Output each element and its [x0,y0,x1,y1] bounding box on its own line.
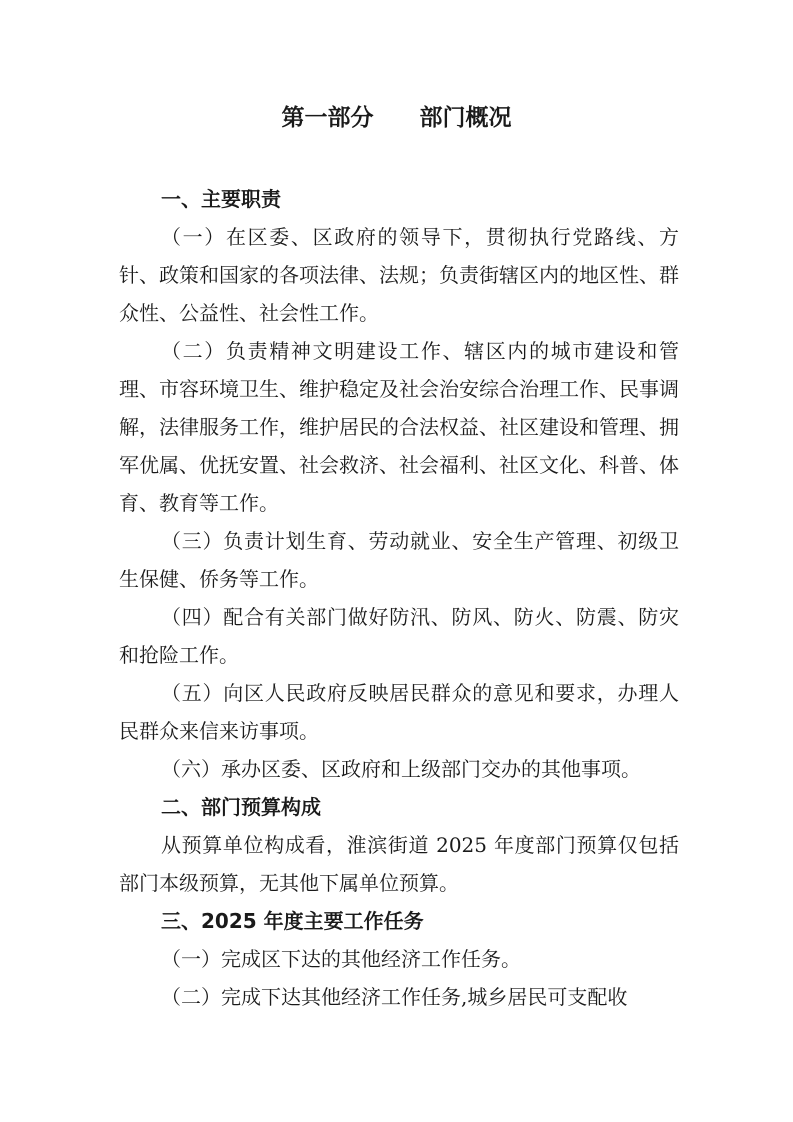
section-heading: 三、2025 年度主要工作任务 [161,909,424,933]
section-heading: 二、部门预算构成 [161,795,321,819]
paragraph: （一）完成区下达的其他经济工作任务。 [161,947,521,971]
section-main-duties [119,180,679,788]
paragraph: 从预算单位构成看，淮滨街道 2025 年度部门预算仅包括部门本级预算，无其他下属单位预算。 [119,833,679,895]
paragraph: （一）在区委、区政府的领导下，贯彻执行党路线、方针、政策和国家的各项法律、法规；负责街辖区内的地区性、群众性、公益性、社会性工作。 [119,225,679,325]
section-heading: 一、主要职责 [161,187,281,211]
section-work-tasks [119,902,679,1016]
paragraph: （二）负责精神文明建设工作、辖区内的城市建设和管理、市容环境卫生、维护稳定及社会治安综合治理工作、民事调解，法律服务工作，维护居民的合法权益、社区建设和管理、拥军优属、优抚安置、社会救济、社会福利、社区文化、科普、体育、教育等工作。 [119,339,679,515]
paragraph: （五）向区人民政府反映居民群众的意见和要求，办理人民群众来信来访事项。 [119,681,679,743]
paragraph: （六）承办区委、区政府和上级部门交办的其他事项。 [161,757,641,781]
page-title: 第一部分 部门概况 [281,105,512,131]
section-budget-structure [119,788,679,902]
document-body [119,180,679,1016]
paragraph: （三）负责计划生育、劳动就业、安全生产管理、初级卫生保健、侨务等工作。 [119,529,679,591]
paragraph: （四）配合有关部门做好防汛、防风、防火、防震、防灾和抢险工作。 [119,605,679,667]
paragraph: （二）完成下达其他经济工作任务,城乡居民可支配收 [161,985,628,1009]
